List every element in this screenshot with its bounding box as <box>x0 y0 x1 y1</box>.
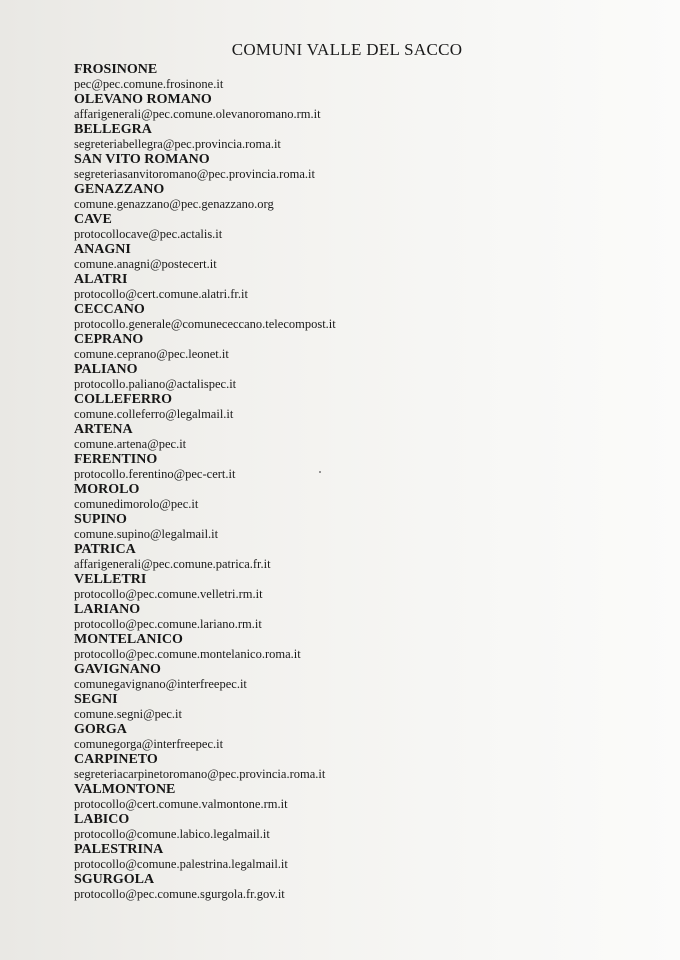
list-item <box>74 872 634 902</box>
list-item <box>74 92 634 122</box>
list-item <box>74 722 634 752</box>
municipality-name: FERENTINO <box>74 452 158 467</box>
list-item <box>74 182 634 212</box>
pec-address: affarigenerali@pec.comune.patrica.fr.it <box>74 557 271 571</box>
list-item <box>74 452 634 482</box>
list-item <box>74 782 634 812</box>
pec-address: comune.artena@pec.it <box>74 437 187 451</box>
municipality-name: PALESTRINA <box>74 842 164 857</box>
pec-address: protocollo@pec.comune.montelanico.roma.it <box>74 647 301 661</box>
municipality-name: GAVIGNANO <box>74 662 161 677</box>
pec-address: protocollo@pec.comune.velletri.rm.it <box>74 587 263 601</box>
municipality-name: ARTENA <box>74 422 133 437</box>
pec-address: comune.genazzano@pec.genazzano.org <box>74 197 274 211</box>
pec-address: protocollo@pec.comune.sgurgola.fr.gov.it <box>74 887 285 901</box>
list-item <box>74 482 634 512</box>
list-item <box>74 542 634 572</box>
pec-address: comune.anagni@postecert.it <box>74 257 217 271</box>
list-item <box>74 152 634 182</box>
pec-address: protocollo@pec.comune.lariano.rm.it <box>74 617 262 631</box>
list-item <box>74 602 634 632</box>
pec-address: segreteriacarpinetoromano@pec.provincia.roma.it <box>74 767 326 781</box>
municipality-name: GORGA <box>74 722 127 737</box>
municipality-name: MONTELANICO <box>74 632 183 647</box>
list-item <box>74 812 634 842</box>
pec-address: comune.segni@pec.it <box>74 707 183 721</box>
municipality-name: BELLEGRA <box>74 122 152 137</box>
pec-address: protocollo@cert.comune.valmontone.rm.it <box>74 797 288 811</box>
pec-address: segreteriabellegra@pec.provincia.roma.it <box>74 137 281 151</box>
paper-speck <box>319 471 321 473</box>
list-item <box>74 362 634 392</box>
municipality-name: PALIANO <box>74 362 138 377</box>
municipality-name: MOROLO <box>74 482 140 497</box>
municipality-list <box>74 62 634 902</box>
list-item <box>74 392 634 422</box>
list-item <box>74 662 634 692</box>
document-title: COMUNI VALLE DEL SACCO <box>231 40 463 59</box>
pec-address: comunedimorolo@pec.it <box>74 497 199 511</box>
pec-address: protocollo.generale@comunececcano.telecompost.it <box>74 317 336 331</box>
pec-address: comune.supino@legalmail.it <box>74 527 219 541</box>
list-item <box>74 572 634 602</box>
municipality-name: CARPINETO <box>74 752 158 767</box>
list-item <box>74 62 634 92</box>
pec-address: affarigenerali@pec.comune.olevanoromano.rm.it <box>74 107 321 121</box>
list-item <box>74 332 634 362</box>
list-item <box>74 692 634 722</box>
pec-address: protocollo.paliano@actalispec.it <box>74 377 237 391</box>
list-item <box>74 632 634 662</box>
municipality-name: VALMONTONE <box>74 782 176 797</box>
pec-address: comunegorga@interfreepec.it <box>74 737 224 751</box>
list-item <box>74 422 634 452</box>
list-item <box>74 302 634 332</box>
municipality-name: PATRICA <box>74 542 136 557</box>
municipality-name: VELLETRI <box>74 572 147 587</box>
municipality-name: ANAGNI <box>74 242 131 257</box>
pec-address: comunegavignano@interfreepec.it <box>74 677 247 691</box>
list-item <box>74 842 634 872</box>
municipality-name: SGURGOLA <box>74 872 155 887</box>
list-item <box>74 512 634 542</box>
pec-address: pec@pec.comune.frosinone.it <box>74 77 224 91</box>
municipality-name: ALATRI <box>74 272 128 287</box>
municipality-name: LARIANO <box>74 602 141 617</box>
pec-address: protocollo.ferentino@pec-cert.it <box>74 467 236 481</box>
municipality-name: GENAZZANO <box>74 182 165 197</box>
pec-address: protocollo@comune.palestrina.legalmail.it <box>74 857 288 871</box>
municipality-name: COLLEFERRO <box>74 392 173 407</box>
municipality-name: FROSINONE <box>74 62 158 77</box>
municipality-name: SEGNI <box>74 692 118 707</box>
municipality-name: CECCANO <box>74 302 145 317</box>
pec-address: comune.colleferro@legalmail.it <box>74 407 234 421</box>
municipality-name: CEPRANO <box>74 332 144 347</box>
pec-address: protocollo@cert.comune.alatri.fr.it <box>74 287 248 301</box>
municipality-name: LABICO <box>74 812 130 827</box>
list-item <box>74 212 634 242</box>
pec-address: protocollo@comune.labico.legalmail.it <box>74 827 270 841</box>
list-item <box>74 242 634 272</box>
pec-address: protocollocave@pec.actalis.it <box>74 227 223 241</box>
municipality-name: SUPINO <box>74 512 127 527</box>
pec-address: comune.ceprano@pec.leonet.it <box>74 347 229 361</box>
list-item <box>74 122 634 152</box>
municipality-name: OLEVANO ROMANO <box>74 92 212 107</box>
municipality-name: CAVE <box>74 212 112 227</box>
list-item <box>74 272 634 302</box>
pec-address: segreteriasanvitoromano@pec.provincia.roma.it <box>74 167 315 181</box>
list-item <box>74 752 634 782</box>
municipality-name: SAN VITO ROMANO <box>74 152 210 167</box>
